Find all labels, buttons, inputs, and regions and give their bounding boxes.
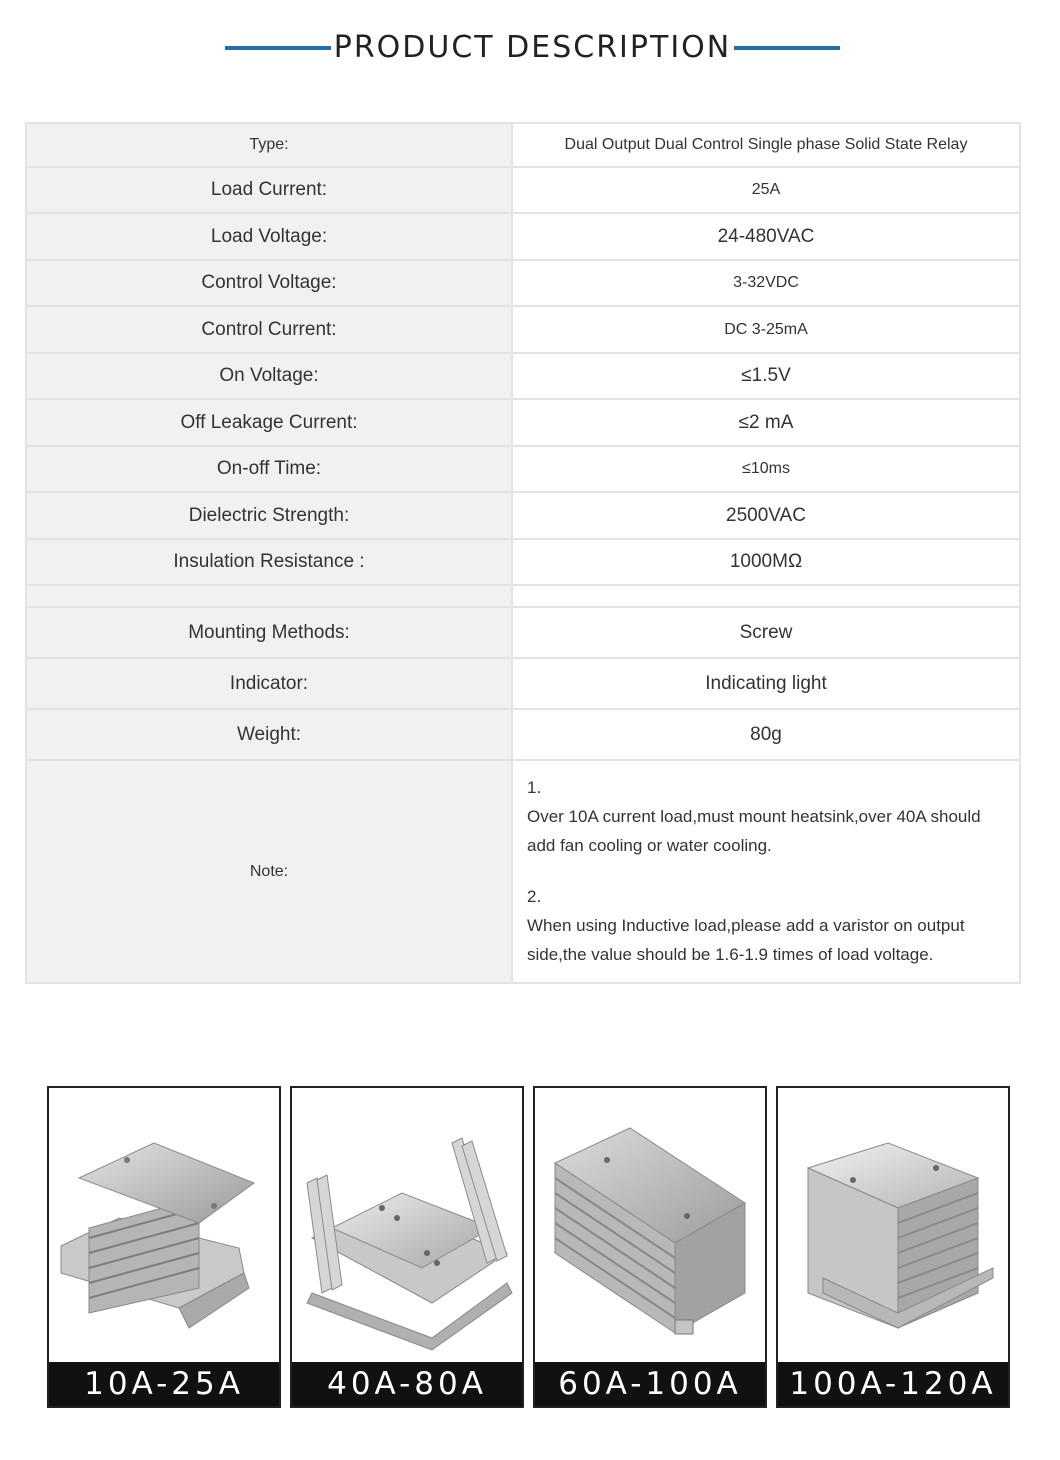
note-key: Note: bbox=[26, 760, 512, 983]
table-row bbox=[26, 167, 1020, 213]
product-card[interactable] bbox=[776, 1086, 1010, 1408]
table-row bbox=[26, 658, 1020, 709]
spec-key: Load Voltage: bbox=[26, 213, 512, 260]
spacer-cell bbox=[512, 585, 1020, 607]
spec-value: Dual Output Dual Control Single phase Solid State Relay bbox=[512, 123, 1020, 167]
spec-value: ≤1.5V bbox=[512, 353, 1020, 399]
product-card[interactable] bbox=[290, 1086, 524, 1408]
product-label: 40A-80A bbox=[292, 1362, 522, 1406]
spec-value: 80g bbox=[512, 709, 1020, 760]
spec-key: Indicator: bbox=[26, 658, 512, 709]
spec-value: Indicating light bbox=[512, 658, 1020, 709]
spec-value: 3-32VDC bbox=[512, 260, 1020, 306]
table-row bbox=[26, 607, 1020, 658]
spec-key: Insulation Resistance : bbox=[26, 539, 512, 585]
table-row bbox=[26, 353, 1020, 399]
table-row bbox=[26, 446, 1020, 492]
product-label: 60A-100A bbox=[535, 1362, 765, 1406]
spec-key: On Voltage: bbox=[26, 353, 512, 399]
table-row bbox=[26, 399, 1020, 446]
product-card[interactable] bbox=[47, 1086, 281, 1408]
heatsink-large-icon bbox=[778, 1088, 1008, 1366]
product-gallery bbox=[47, 1086, 1010, 1408]
page-title: PRODUCT DESCRIPTION bbox=[333, 30, 732, 65]
heatsink-wide-icon bbox=[292, 1088, 522, 1366]
spec-key: Control Current: bbox=[26, 306, 512, 353]
spec-value: 25A bbox=[512, 167, 1020, 213]
table-row bbox=[26, 539, 1020, 585]
spec-value: Screw bbox=[512, 607, 1020, 658]
table-row bbox=[26, 213, 1020, 260]
table-row bbox=[26, 306, 1020, 353]
spec-key: Load Current: bbox=[26, 167, 512, 213]
table-row bbox=[26, 492, 1020, 539]
note-item-number: 1. bbox=[527, 777, 542, 797]
heatsink-medium-icon bbox=[535, 1088, 765, 1366]
table-row bbox=[26, 709, 1020, 760]
spec-value: 1000MΩ bbox=[512, 539, 1020, 585]
note-value bbox=[512, 760, 1020, 983]
spec-value: 24-480VAC bbox=[512, 213, 1020, 260]
spec-value: 2500VAC bbox=[512, 492, 1020, 539]
table-spacer-row bbox=[26, 585, 1020, 607]
heatsink-small-icon bbox=[49, 1088, 279, 1366]
spec-key: Control Voltage: bbox=[26, 260, 512, 306]
spec-key: Mounting Methods: bbox=[26, 607, 512, 658]
spec-key: Type: bbox=[26, 123, 512, 167]
note-item-text: Over 10A current load,must mount heatsink,over 40A should add fan cooling or water cooling. bbox=[527, 806, 981, 855]
table-row-note bbox=[26, 760, 1020, 983]
spec-value: ≤10ms bbox=[512, 446, 1020, 492]
header-line-right bbox=[734, 46, 840, 50]
spec-key: Dielectric Strength: bbox=[26, 492, 512, 539]
spec-value: ≤2 mA bbox=[512, 399, 1020, 446]
spec-table bbox=[25, 122, 1021, 984]
product-label: 10A-25A bbox=[49, 1362, 279, 1406]
header-line-left bbox=[225, 46, 331, 50]
spec-key: On-off Time: bbox=[26, 446, 512, 492]
spacer-cell bbox=[26, 585, 512, 607]
product-card[interactable] bbox=[533, 1086, 767, 1408]
table-row bbox=[26, 123, 1020, 167]
note-item-text: When using Inductive load,please add a varistor on output side,the value should be 1.6-1.9 times of load voltage. bbox=[527, 915, 965, 964]
spec-value: DC 3-25mA bbox=[512, 306, 1020, 353]
spec-key: Off Leakage Current: bbox=[26, 399, 512, 446]
section-header bbox=[0, 30, 1060, 66]
spec-key: Weight: bbox=[26, 709, 512, 760]
note-item-number: 2. bbox=[527, 886, 542, 906]
product-label: 100A-120A bbox=[778, 1362, 1008, 1406]
table-row bbox=[26, 260, 1020, 306]
